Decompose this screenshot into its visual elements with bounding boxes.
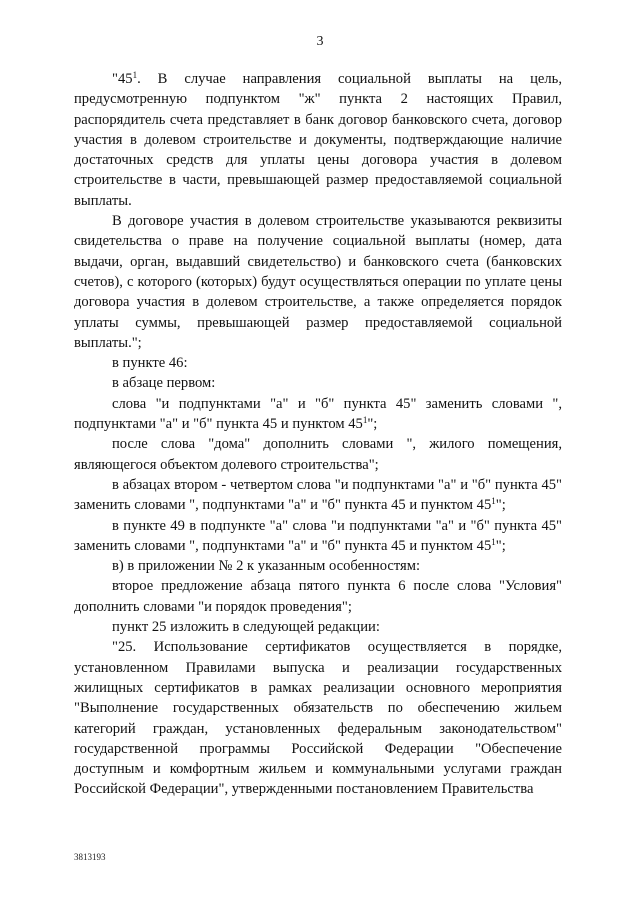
document-code: 3813193 bbox=[74, 852, 106, 862]
document-body bbox=[74, 69, 562, 800]
paragraph-point-49: в пункте 49 в подпункте "а" слова "и подпунктами "а" и "б" пункта 45" заменить словами ", подпунктами "а" и "б" пункта 45 и пунктом $45^1$"; bbox=[74, 517, 562, 554]
paragraph-first-abzac: в абзаце первом: bbox=[112, 375, 216, 392]
page-number: 3 bbox=[316, 34, 324, 49]
paragraph-contract-details: В договоре участия в долевом строительстве указываются реквизиты свидетельства о праве на получение социальной выплаты (номер, дата выдачи, орган, выдавший свидетельство) и банковского счета (банковских счетов), с которого (которых) будут осуществляться операции по уплате цены договора участия в долевом строительстве, а также определяется порядок уплаты суммы, превышающей размер предоставляемой социальной выплаты."; bbox=[74, 213, 562, 351]
paragraph-appendix-2: в) в приложении № 2 к указанным особенностям: bbox=[112, 558, 421, 575]
paragraph-after-word-house: после слова "дома" дополнить словами ", жилого помещения, являющегося объектом долевого строительства"; bbox=[74, 436, 562, 473]
paragraph-abzacs-2-4: в абзацах втором - четвертом слова "и подпунктами "а" и "б" пункта 45" заменить словами ", подпунктами "а" и "б" пункта 45 и пунктом $45^1$"; bbox=[74, 476, 562, 514]
paragraph-45-1: "$45^1$. В случае направления социальной выплаты на цель, предусмотренную подпунктом "ж" пункта 2 настоящих Правил, распорядитель счета представляет в банк договор банковского счета, договор участия в долевом строительстве и документы, подтверждающие наличие достаточных средств для уплаты цены договора участия в долевом строительстве в части, превышающей размер предоставляемой социальной выплаты. bbox=[74, 70, 562, 209]
paragraph-25-text: "25. Использование сертификатов осуществляется в порядке, установленном Правилами выпуска и реализации государственных жилищных сертификатов в рамках реализации основного мероприятия "Выполнение государственных обязательств по обеспечению жильем категорий граждан, установленных федеральным законодательством" государственной программы Российской Федерации "Обеспечение доступным и комфортным жильем и коммунальными услугами граждан Российской Федерации", утвержденными постановлением Правительства bbox=[74, 639, 562, 798]
paragraph-second-sentence: второе предложение абзаца пятого пункта 6 после слова "Условия" дополнить словами "и порядок проведения"; bbox=[74, 578, 562, 615]
paragraph-point-25: пункт 25 изложить в следующей редакции: bbox=[112, 619, 380, 636]
paragraph-point-46: в пункте 46: bbox=[112, 355, 188, 372]
paragraph-replace-words: слова "и подпунктами "а" и "б" пункта 45" заменить словами ", подпунктами "а" и "б" пункта 45 и пунктом $45^1$"; bbox=[74, 395, 562, 433]
